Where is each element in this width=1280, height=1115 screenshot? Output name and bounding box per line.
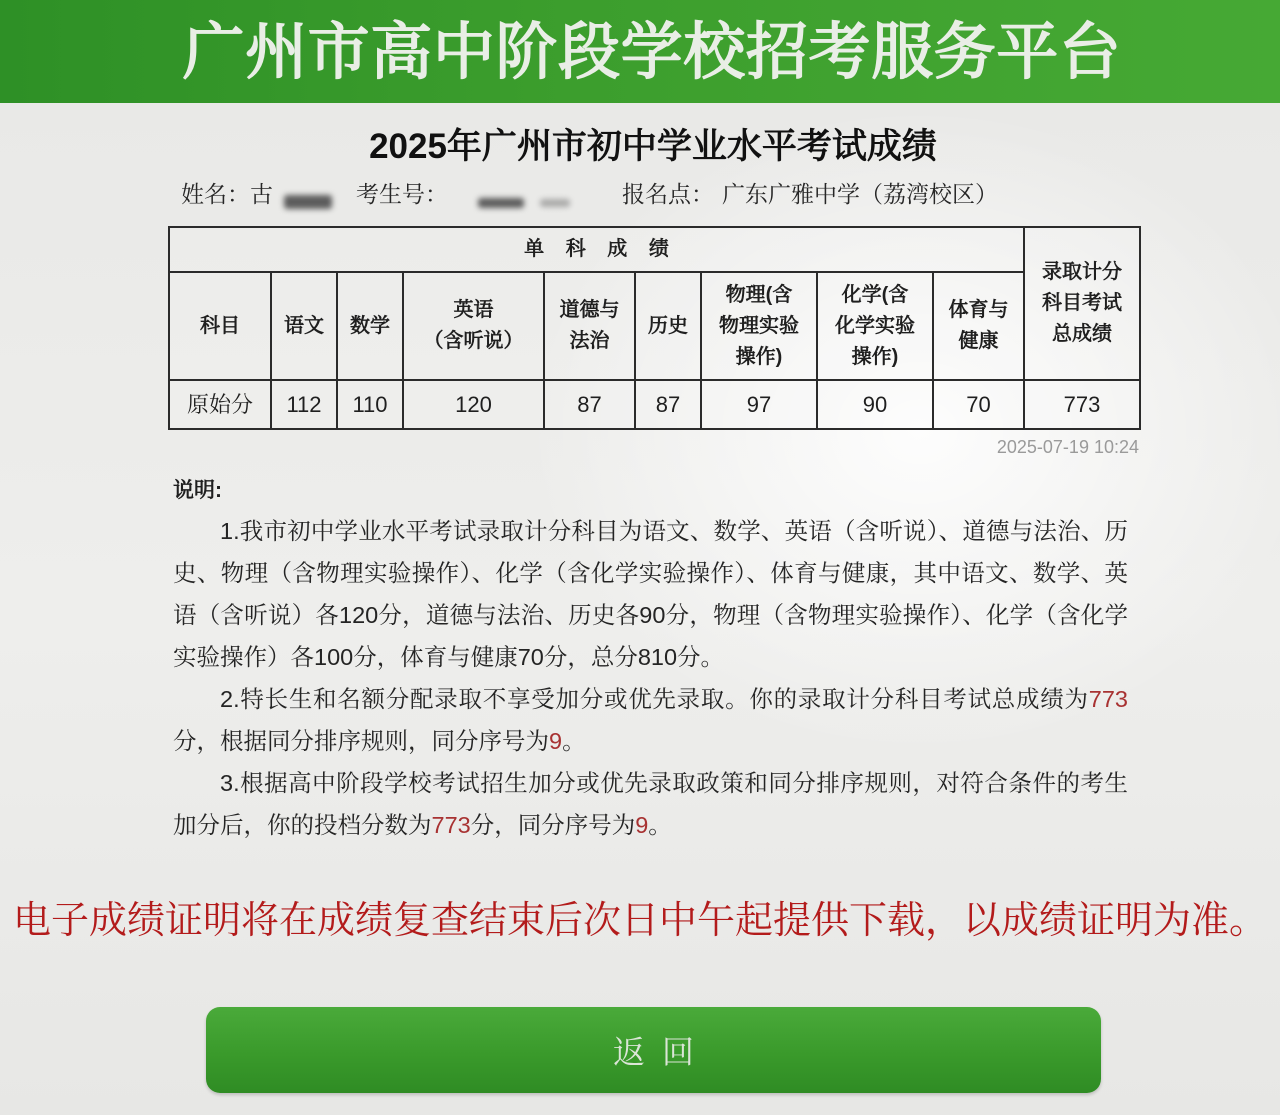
note-3-text-c: 。: [648, 812, 672, 838]
query-timestamp: 2025-07-19 10:24: [996, 437, 1139, 457]
english-header: 英语 （含听说）: [403, 272, 544, 380]
note-3: [173, 762, 1128, 846]
note-2-rank: 9: [549, 728, 563, 754]
note-3-admission-score: 773: [431, 812, 471, 838]
site-title: 广州市高中阶段学校招考服务平台: [182, 18, 1122, 87]
redacted-name-blur: [284, 195, 332, 209]
note-3-rank: 9: [635, 812, 649, 838]
morality-law-header: 道德与 法治: [544, 272, 635, 380]
note-3-text-a: 3.根据高中阶段学校考试招生加分或优先录取政策和同分排序规则，对符合条件的考生加分后，你的投档分数为: [173, 770, 1128, 838]
site-label: 报名点：: [622, 181, 714, 207]
single-subject-header: 单 科 成 绩: [169, 227, 1024, 272]
total-score-header: 录取计分 科目考试 总成绩: [1024, 227, 1140, 380]
table-header-row: [169, 272, 1140, 380]
table-group-row: [169, 227, 1140, 272]
back-button-label: 返 回: [613, 1034, 694, 1070]
history-score: 87: [635, 380, 701, 429]
pe-health-score: 70: [933, 380, 1024, 429]
note-2-text-a: 2.特长生和名额分配录取不享受加分或优先录取。你的录取计分科目考试总成绩为: [220, 686, 1089, 712]
site-header: [0, 0, 1280, 103]
math-score: 110: [337, 380, 403, 429]
page-title: 2025年广州市初中学业水平考试成绩: [369, 127, 937, 166]
back-button[interactable]: [206, 1007, 1101, 1093]
raw-score-label: 原始分: [169, 380, 271, 429]
redacted-exam-id-blur: [478, 198, 524, 208]
note-3-text-b: 分，同分序号为: [470, 812, 636, 838]
history-header: 历史: [635, 272, 701, 380]
pe-health-header: 体育与 健康: [933, 272, 1024, 380]
name-value: 古: [250, 181, 273, 207]
math-header: 数学: [337, 272, 403, 380]
chinese-header: 语文: [271, 272, 337, 380]
candidate-name: [181, 179, 273, 209]
note-2: [173, 678, 1128, 762]
morality-law-score: 87: [544, 380, 635, 429]
notes-heading: 说明:: [173, 479, 222, 502]
subject-header: 科目: [169, 272, 271, 380]
redacted-exam-id-blur-2: [540, 199, 570, 207]
notes: [173, 510, 1128, 846]
physics-score: 97: [701, 380, 817, 429]
note-1: 1.我市初中学业水平考试录取计分科目为语文、数学、英语（含听说）、道德与法治、历史、物理（含物理实验操作）、化学（含化学实验操作）、体育与健康，其中语文、数学、英语（含听说）各120分，道德与法治、历史各90分，物理（含物理实验操作）、化学（含化学实验操作）各100分，体育与健康70分，总分810分。: [173, 518, 1128, 670]
note-2-text-c: 。: [562, 728, 586, 754]
site-value: 广东广雅中学（荔湾校区）: [722, 181, 998, 207]
score-table: [168, 226, 1141, 430]
note-2-total-score: 773: [1088, 686, 1128, 712]
physics-header: 物理(含 物理实验 操作): [701, 272, 817, 380]
chemistry-header: 化学(含 化学实验 操作): [817, 272, 933, 380]
table-row: [169, 380, 1140, 429]
name-label: 姓名：: [181, 181, 250, 207]
certificate-notice: 电子成绩证明将在成绩复查结束后次日中午起提供下载，以成绩证明为准。: [12, 900, 1267, 942]
chinese-score: 112: [271, 380, 337, 429]
exam-id-label: 考生号：: [356, 181, 448, 207]
note-2-text-b: 分，根据同分排序规则，同分序号为: [173, 728, 549, 754]
english-score: 120: [403, 380, 544, 429]
chemistry-score: 90: [817, 380, 933, 429]
total-score: 773: [1024, 380, 1140, 429]
